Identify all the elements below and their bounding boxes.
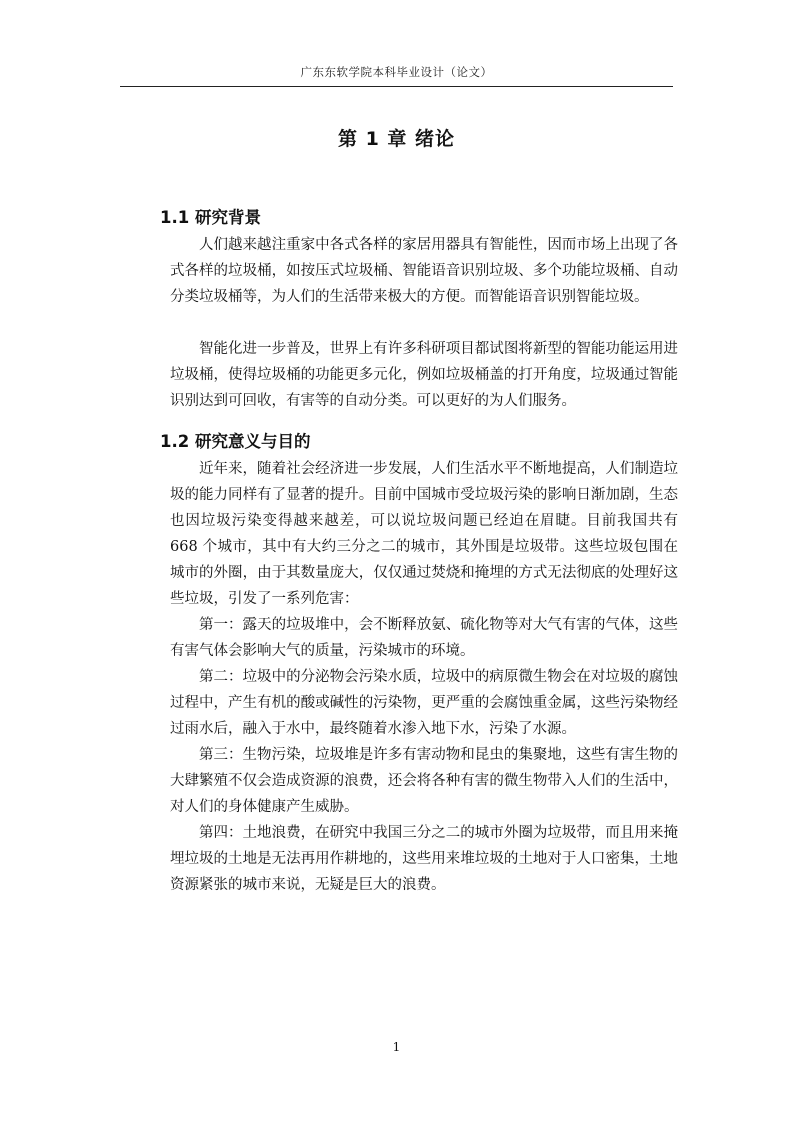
paragraph: 智能化进一步普及，世界上有许多科研项目都试图将新型的智能功能运用进垃圾桶，使得垃圾桶的功能更多元化，例如垃圾桶盖的打开角度，垃圾通过智能识别达到可回收，有害等的自动分类。可以更好的为人们服务。: [170, 341, 678, 409]
paragraph: 第三：生物污染，垃圾堆是许多有害动物和昆虫的集聚地，这些有害生物的大肆繁殖不仅会造成资源的浪费，还会将各种有害的微生物带入人们的生活中，对人们的身体健康产生威胁。: [170, 747, 678, 815]
page-number: 1: [392, 1040, 401, 1054]
header-rule: [120, 86, 673, 87]
paragraph: 第四：土地浪费，在研究中我国三分之二的城市外圈为垃圾带，而且用来掩埋垃圾的土地是无法再用作耕地的，这些用来堆垃圾的土地对于人口密集，土地资源紧张的城市来说，无疑是巨大的浪费。: [170, 825, 678, 893]
paragraph: 第一：露天的垃圾堆中，会不断释放氨、硫化物等对大气有害的气体，这些有害气体会影响大气的质量，污染城市的环境。: [170, 617, 678, 659]
blank-line: [170, 310, 678, 336]
paragraph: 人们越来越注重家中各式各样的家居用器具有智能性，因而市场上出现了各式各样的垃圾桶，如按压式垃圾桶、智能语音识别垃圾、多个功能垃圾桶、自动分类垃圾桶等，为人们的生活带来极大的方便。而智能语音识别智能垃圾。: [170, 237, 678, 305]
paragraph: 第二：垃圾中的分泌物会污染水质，垃圾中的病原微生物会在对垃圾的腐蚀过程中，产生有机的酸或碱性的污染物，更严重的会腐蚀重金属，这些污染物经过雨水后，融入于水中，最终随着水渗入地下水，污染了水源。: [170, 669, 678, 737]
page-body: [160, 204, 678, 898]
section-title-background: 1.1 研究背景: [160, 208, 261, 227]
paragraph: 近年来，随着社会经济进一步发展，人们生活水平不断地提高，人们制造垃圾的能力同样有了显著的提升。目前中国城市受垃圾污染的影响日渐加剧，生态也因垃圾污染变得越来越差，可以说垃圾问题已经迫在眉睫。目前我国共有 668 个城市，其中有大约三分之二的城市，其外围是垃圾带。这些垃圾包围在城市的外圈，由于其数量庞大，仅仅通过焚烧和掩埋的方式无法彻底的处理好这些垃圾，引发了一系列危害：: [170, 461, 678, 607]
chapter-title: 第 1 章 绪论: [337, 128, 456, 150]
section-title-significance: 1.2 研究意义与目的: [160, 432, 311, 451]
page-header: 广东东软学院本科毕业设计（论文）: [300, 65, 493, 79]
section-gap: [170, 414, 678, 428]
